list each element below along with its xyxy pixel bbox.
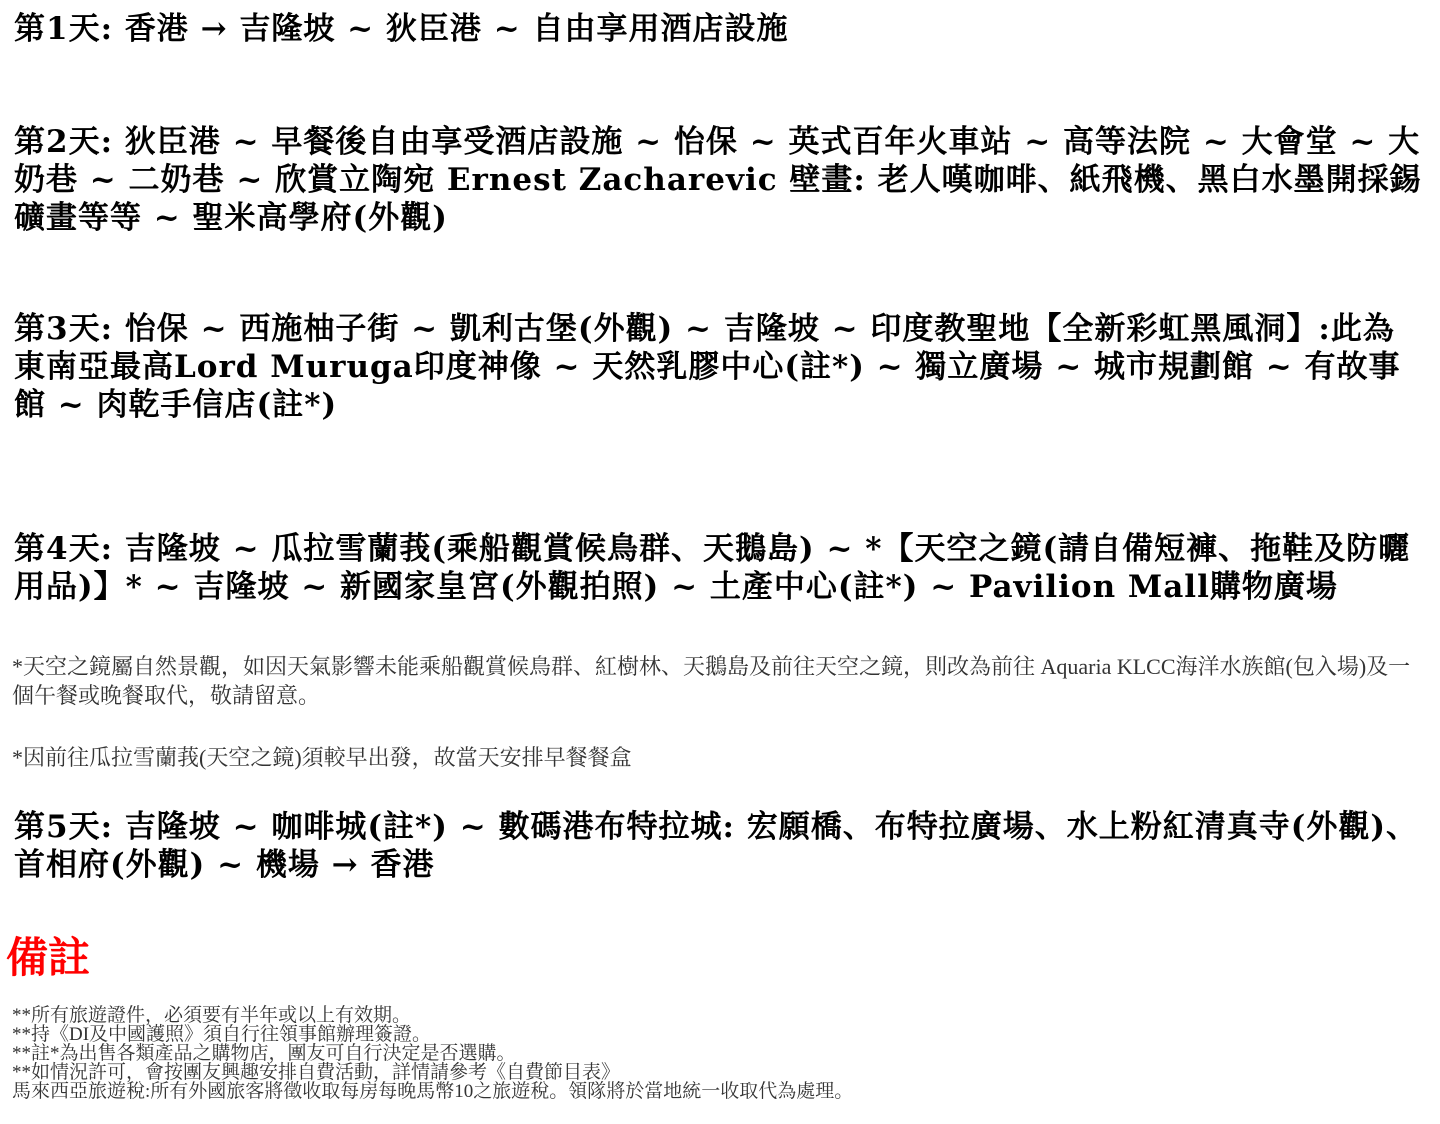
- day-5-title: 第5天: 吉隆坡 ~ 咖啡城(註*) ~ 數碼港布特拉城: 宏願橋、布特拉廣場、水上粉紅清真寺(外觀)、首相府(外觀) ~ 機場 → 香港: [14, 809, 1419, 883]
- remark-tourism-tax: 馬來西亞旅遊稅:所有外國旅客將徵收取每房每晚馬幣10之旅遊稅。領隊將於當地統一收取代為處理。: [12, 1081, 854, 1102]
- day-1-title: 第1天: 香港 → 吉隆坡 ~ 狄臣港 ~ 自由享用酒店設施: [14, 11, 789, 47]
- day-4-title: 第4天: 吉隆坡 ~ 瓜拉雪蘭莪(乘船觀賞候鳥群、天鵝島) ~ *【天空之鏡(請自備短褲、拖鞋及防曬用品)】* ~ 吉隆坡 ~ 新國家皇宮(外觀拍照) ~ 土產中心(註*) ~ Pavilion Mall購物廣場: [14, 531, 1411, 605]
- remark-visa: **持《DI及中國護照》須自行往領事館辦理簽證。: [12, 1024, 432, 1045]
- remarks-heading: 備註: [6, 933, 91, 982]
- remark-travel-documents: **所有旅遊證件，必須要有半年或以上有效期。: [12, 1005, 412, 1026]
- remarks-list: [12, 1006, 1412, 1101]
- remark-optional-activities: **如情況許可，會按團友興趣安排自費活動，詳情請參考《自費節目表》: [12, 1062, 621, 1083]
- remark-shopping-stops: **註*為出售各類產品之購物店，團友可自行決定是否選購。: [12, 1043, 516, 1064]
- day-2-title: 第2天: 狄臣港 ~ 早餐後自由享受酒店設施 ~ 怡保 ~ 英式百年火車站 ~ 高等法院 ~ 大會堂 ~ 大奶巷 ~ 二奶巷 ~ 欣賞立陶宛 Ernest Zacharevic 壁畫: 老人嘆咖啡、紙飛機、黑白水墨開採錫礦畫等等 ~ 聖米高學府(外觀): [14, 124, 1422, 236]
- day-4-note-breakfast: *因前往瓜拉雪蘭莪(天空之鏡)須較早出發，故當天安排早餐餐盒: [12, 745, 632, 770]
- day-4-note-weather: *天空之鏡屬自然景觀，如因天氣影響未能乘船觀賞候鳥群、紅樹林、天鵝島及前往天空之鏡，則改為前往 Aquaria KLCC海洋水族館(包入場)及一個午餐或晚餐取代，敬請留意。: [12, 654, 1411, 708]
- day-3-title: 第3天: 怡保 ~ 西施柚子街 ~ 凱利古堡(外觀) ~ 吉隆坡 ~ 印度教聖地【全新彩虹黑風洞】:此為東南亞最高Lord Muruga印度神像 ~ 天然乳膠中心(註*) ~ 獨立廣場 ~ 城市規劃館 ~ 有故事館 ~ 肉乾手信店(註*): [14, 311, 1401, 423]
